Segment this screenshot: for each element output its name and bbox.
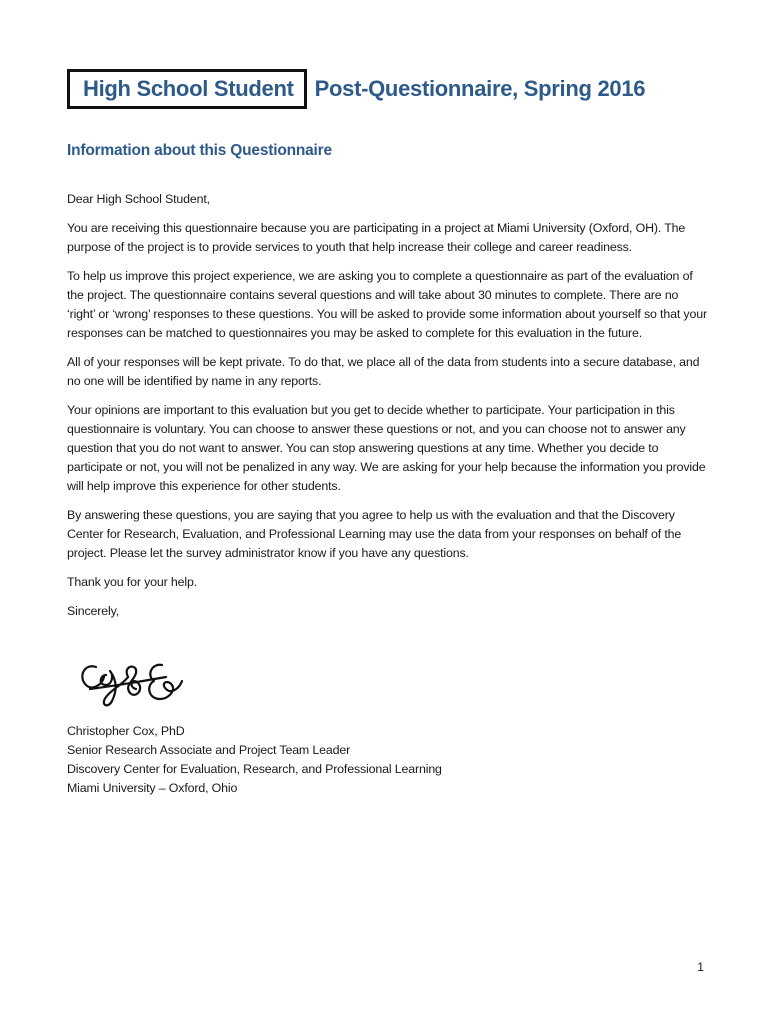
handwritten-signature [76,655,188,711]
title-text: Post-Questionnaire, Spring 2016 [314,76,646,101]
paragraph: All of your responses will be kept private. To do that, we place all of the data from students into a secure database, and no one will be identified by name in any reports. [67,355,700,388]
paragraph: You are receiving this questionnaire because you are participating in a project at Miami University (Oxford, OH). The purpose of the project is to provide services to youth that help increase their college and career readiness. [67,221,686,254]
paragraph: By answering these questions, you are saying that you agree to help us with the evaluation and that the Discovery Center for Research, Evaluation, and Professional Learning may use the data from your responses on behalf of the project. Please let the survey administrator know if you have any questions. [67,508,682,560]
signatory-role: Senior Research Associate and Project Team Leader [67,743,351,757]
section-heading: Information about this Questionnaire [67,142,332,159]
signatory-location: Miami University – Oxford, Ohio [67,781,238,795]
letter-body [67,190,707,631]
signatory-name: Christopher Cox, PhD [67,724,185,738]
signatory-organization: Discovery Center for Evaluation, Research, and Professional Learning [67,762,442,776]
thanks-line: Thank you for your help. [67,575,198,589]
paragraph: Your opinions are important to this evaluation but you get to decide whether to participate. Your participation in this questionnaire is voluntary. You can choose to answer these questions or not, and you can choose not to answer any question that you do not want to answer. You can stop answering questions at any time. Whether you decide to participate or not, you will not be penalized in any way. We are asking for your help because the information you provide will help improve this experience for other students. [67,403,706,493]
page-number: 1 [697,960,704,974]
greeting: Dear High School Student, [67,192,210,206]
document-title [67,69,645,109]
paragraph: To help us improve this project experience, we are asking you to complete a questionnaire as part of the evaluation of the project. The questionnaire contains several questions and will take about 30 minutes to complete. There are no ‘right’ or ‘wrong’ responses to these questions. You will be asked to provide some information about yourself so that your responses can be matched to questionnaires you may be asked to complete for this evaluation in the future. [67,269,707,340]
closing-line: Sincerely, [67,604,119,618]
title-boxed-label: High School Student [67,69,307,109]
signature-block [67,722,442,798]
